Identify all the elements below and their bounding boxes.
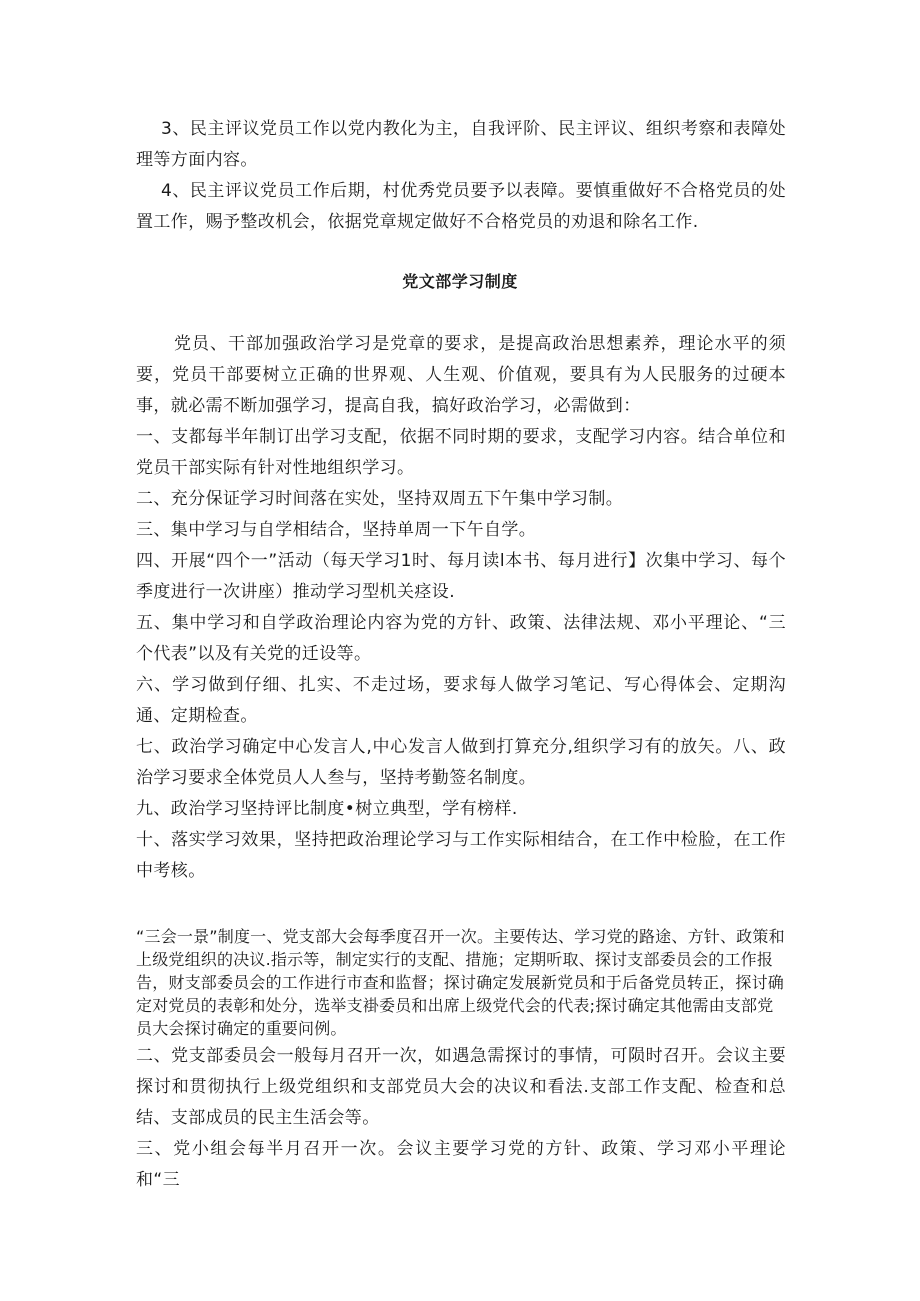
rule-item-3: 三、集中学习与自学相结合，坚持单周一下午自学。 <box>136 520 537 540</box>
rule-item-2: 二、充分保证学习时间落在实处，坚持双周五下午集中学习制。 <box>136 489 624 509</box>
meeting-item-3: 三、党小组会每半月召开一次。会议主要学习党的方针、政策、学习邓小平理论和“三 <box>136 1139 786 1190</box>
rule-item-7-8: 七、政治学习确定中心发言人,中心发言人做到打算充分,组织学习有的放矢。八、政治学习要求全体党员人人叁与，坚持考勤签名制度。 <box>136 737 786 788</box>
paragraph-item-3: 3、民主评议党员工作以党内教化为主，自我评阶、民主评议、组织考察和表障处理等方面内容。 <box>136 119 786 170</box>
meeting-item-2: 二、党支部委员会一般每月召开一次，如遇急需探讨的事情，可陨时召开。会议主要探讨和贯彻执行上级党组织和支部党员大会的决议和看法.支部工作支配、检查和总结、支部成员的民主生活会等。 <box>136 1046 786 1128</box>
rule-item-1: 一、支都每半年制订出学习支配，依据不同时期的要求，支配学习内容。结合单位和党员干部实际有针对性地组织学习。 <box>136 427 786 478</box>
three-meetings-paragraph: “三会一景”制度一、党支部大会每季度召开一次。主要传达、学习党的路途、方针、政策和上级党组织的决议.指示等，制定实行的支配、措施；定期听取、探讨支部委员会的工作报告，财支部委员会的工作进行市查和监督；探讨确定发展新党员和于后备党员转正，探讨确定对党员的表彰和处分，选举支褂委员和出席上级党代会的代表;探讨确定其他需由支部党员大会探讨确定的重要问例。 <box>136 927 785 1038</box>
rule-item-9: 九、政治学习坚持评比制度•树立典型，学有榜样. <box>136 799 518 819</box>
rule-item-10: 十、落实学习效果，坚持把政治理论学习与工作实际相结合，在工作中检脸，在工作中考核。 <box>136 830 786 881</box>
intro-paragraph: 党员、干部加强政治学习是党章的要求，是提高政治思想素养，理论水平的须要，党员干部要树立正确的世界观、人生观、价值观，要具有为人民服务的过硬本事，就必需不断加强学习，提高自我，搞好政治学习，必需做到： <box>136 334 786 416</box>
paragraph-item-4: 4、民主评议党员工作后期，村优秀党员要予以表障。要慎重做好不合格党员的处置工作，赐予整改机会，依据党章规定做好不合格党员的劝退和除名工作. <box>136 181 786 232</box>
section-title: 党文部学习制度 <box>402 272 518 291</box>
rule-item-4: 四、开展“四个一”活动（每天学习1时、每月读l本书、每月进行】次集中学习、每个季度进行一次讲座）推动学习型机关痉设. <box>136 551 786 602</box>
rule-item-6: 六、学习做到仔细、扎实、不走过场，要求每人做学习笔记、写心得体会、定期沟通、定期检查。 <box>136 675 786 726</box>
rule-item-5: 五、集中学习和自学政治理论内容为党的方针、政策、法律法规、邓小平理论、“三个代表”以及有关党的迁设等。 <box>136 613 786 664</box>
